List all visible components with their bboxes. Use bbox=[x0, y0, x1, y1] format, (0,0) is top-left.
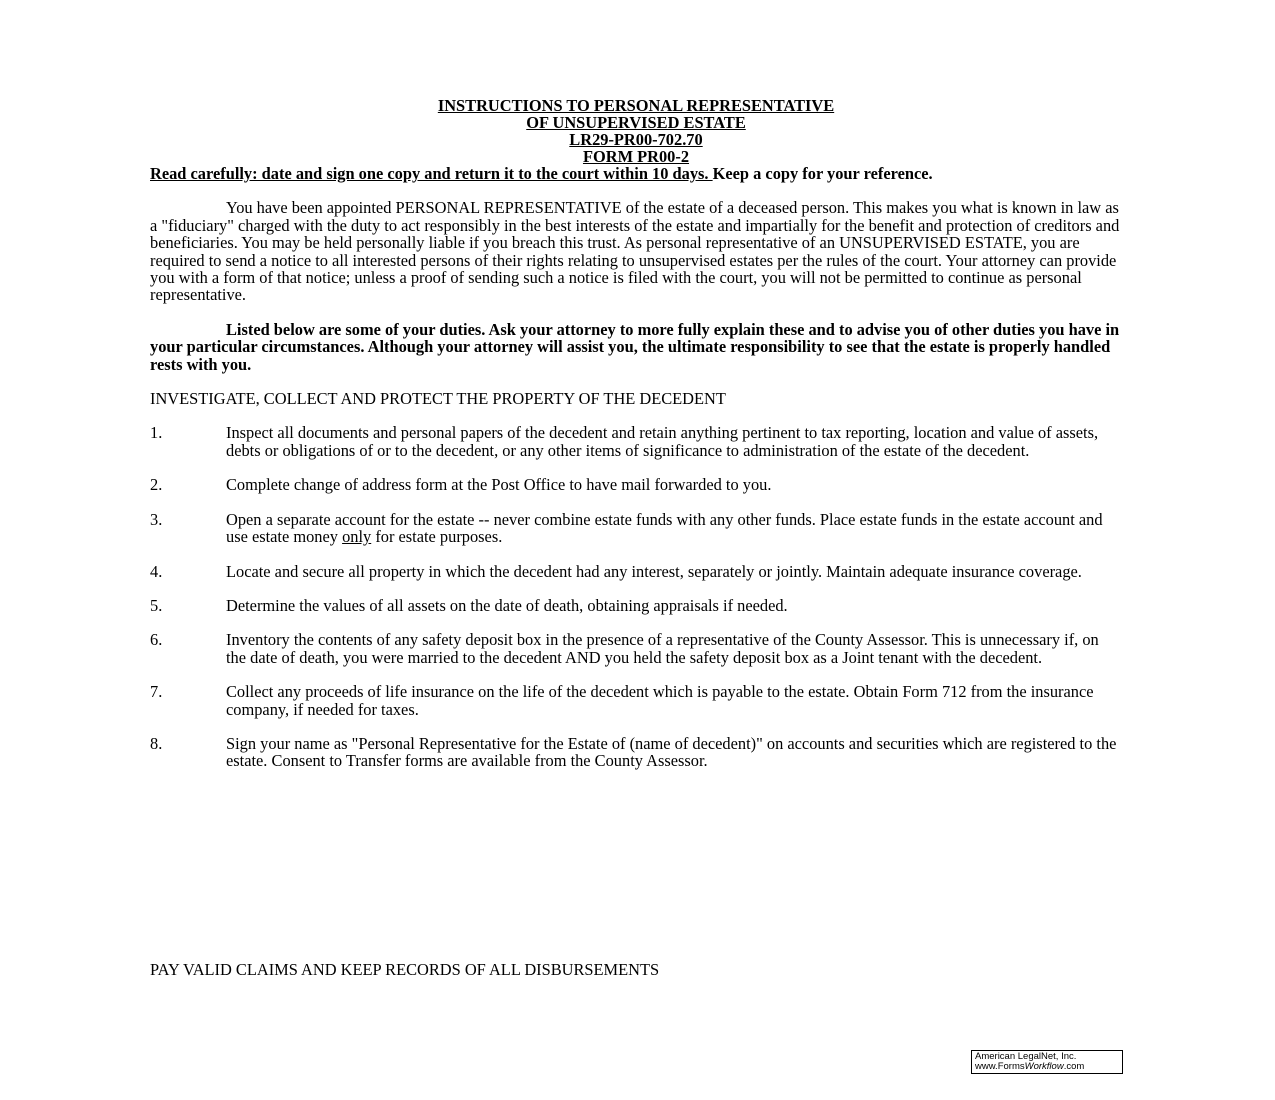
item-text: Locate and secure all property in which the decedent had any interest, separately or jointly. Maintain adequate insurance coverage. bbox=[226, 561, 1082, 581]
item-number: 3. bbox=[150, 509, 163, 529]
list-item bbox=[150, 424, 1122, 459]
item-text: Open a separate account for the estate -- never combine estate funds with any other funds. Place estate funds in the estate account and use estate money only for estate purposes. bbox=[226, 509, 1103, 547]
list-item bbox=[150, 631, 1122, 666]
section-heading-pay-claims: PAY VALID CLAIMS AND KEEP RECORDS OF ALL DISBURSEMENTS bbox=[150, 960, 660, 979]
list-item bbox=[150, 563, 1122, 580]
item-text: Sign your name as "Personal Representative for the Estate of (name of decedent)" on accounts and securities which are registered to the estate. Consent to Transfer forms are available from the County Assessor. bbox=[226, 733, 1117, 771]
item-number: 7. bbox=[150, 682, 163, 702]
list-item bbox=[150, 597, 1122, 614]
item-number: 1. bbox=[150, 423, 163, 443]
form-title bbox=[150, 97, 1122, 165]
return-instruction bbox=[150, 165, 1122, 182]
section-heading-investigate: INVESTIGATE, COLLECT AND PROTECT THE PROPERTY OF THE DECEDENT bbox=[150, 389, 726, 409]
document-body bbox=[150, 97, 1122, 770]
item-number: 4. bbox=[150, 561, 163, 581]
item-number: 6. bbox=[150, 630, 163, 650]
publisher-url: www.FormsWorkflow.com bbox=[975, 1061, 1085, 1072]
item-number: 8. bbox=[150, 733, 163, 753]
return-instruction-rest: Keep a copy for your reference. bbox=[712, 164, 933, 183]
item-text: Determine the values of all assets on the date of death, obtaining appraisals if needed. bbox=[226, 595, 788, 615]
item-text: Collect any proceeds of life insurance on the life of the decedent which is payable to the estate. Obtain Form 712 from the insurance company, if needed for taxes. bbox=[226, 682, 1094, 719]
item-number: 2. bbox=[150, 475, 163, 495]
list-item bbox=[150, 683, 1122, 718]
list-item bbox=[150, 511, 1122, 546]
title-line-4: FORM PR00-2 bbox=[582, 147, 690, 166]
emphasis-only: only bbox=[342, 527, 372, 547]
title-line-1: INSTRUCTIONS TO PERSONAL REPRESENTATIVE bbox=[437, 96, 835, 115]
publisher-stamp bbox=[971, 1050, 1123, 1074]
publisher-name: American LegalNet, Inc. bbox=[975, 1051, 1077, 1062]
return-instruction-underlined: Read carefully: date and sign one copy and return it to the court within 10 days. bbox=[150, 164, 713, 183]
intro-paragraph: You have been appointed PERSONAL REPRESENTATIVE of the estate of a deceased person. This makes you what is known in law as a "fiduciary" charged with the duty to act responsibly in the best interests of the estate and impartially for the benefit and protection of creditors and beneficiaries. You may be held personally liable if you breach this trust. As personal representative of an UNSUPERVISED ESTATE, you are required to send a notice to all interested persons of their rights relating to unsupervised estates per the rules of the court. Your attorney can provide you with a form of that notice; unless a proof of sending such a notice is filed with the court, you will not be permitted to continue as personal representative. bbox=[150, 198, 1120, 305]
item-text: Complete change of address form at the Post Office to have mail forwarded to you. bbox=[226, 475, 772, 495]
title-line-3: LR29-PR00-702.70 bbox=[569, 130, 703, 149]
item-text: Inspect all documents and personal papers of the decedent and retain anything pertinent to tax reporting, location and value of assets, debts or obligations of or to the decedent, or any other items of significance to administration of the estate of the decedent. bbox=[226, 423, 1099, 460]
duties-paragraph: Listed below are some of your duties. Ask your attorney to more fully explain these and to advise you of other duties you have in your particular circumstances. Although your attorney will assist you, the ultimate responsibility to see that the estate is properly handled rests with you. bbox=[150, 319, 1120, 374]
item-number: 5. bbox=[150, 595, 163, 615]
title-line-2: OF UNSUPERVISED ESTATE bbox=[526, 113, 746, 132]
list-item bbox=[150, 476, 1122, 493]
item-text: Inventory the contents of any safety deposit box in the presence of a representative of the County Assessor. This is unnecessary if, on the date of death, you were married to the decedent AND you held the safety deposit box as a Joint tenant with the decedent. bbox=[226, 630, 1099, 667]
list-item bbox=[150, 735, 1122, 770]
